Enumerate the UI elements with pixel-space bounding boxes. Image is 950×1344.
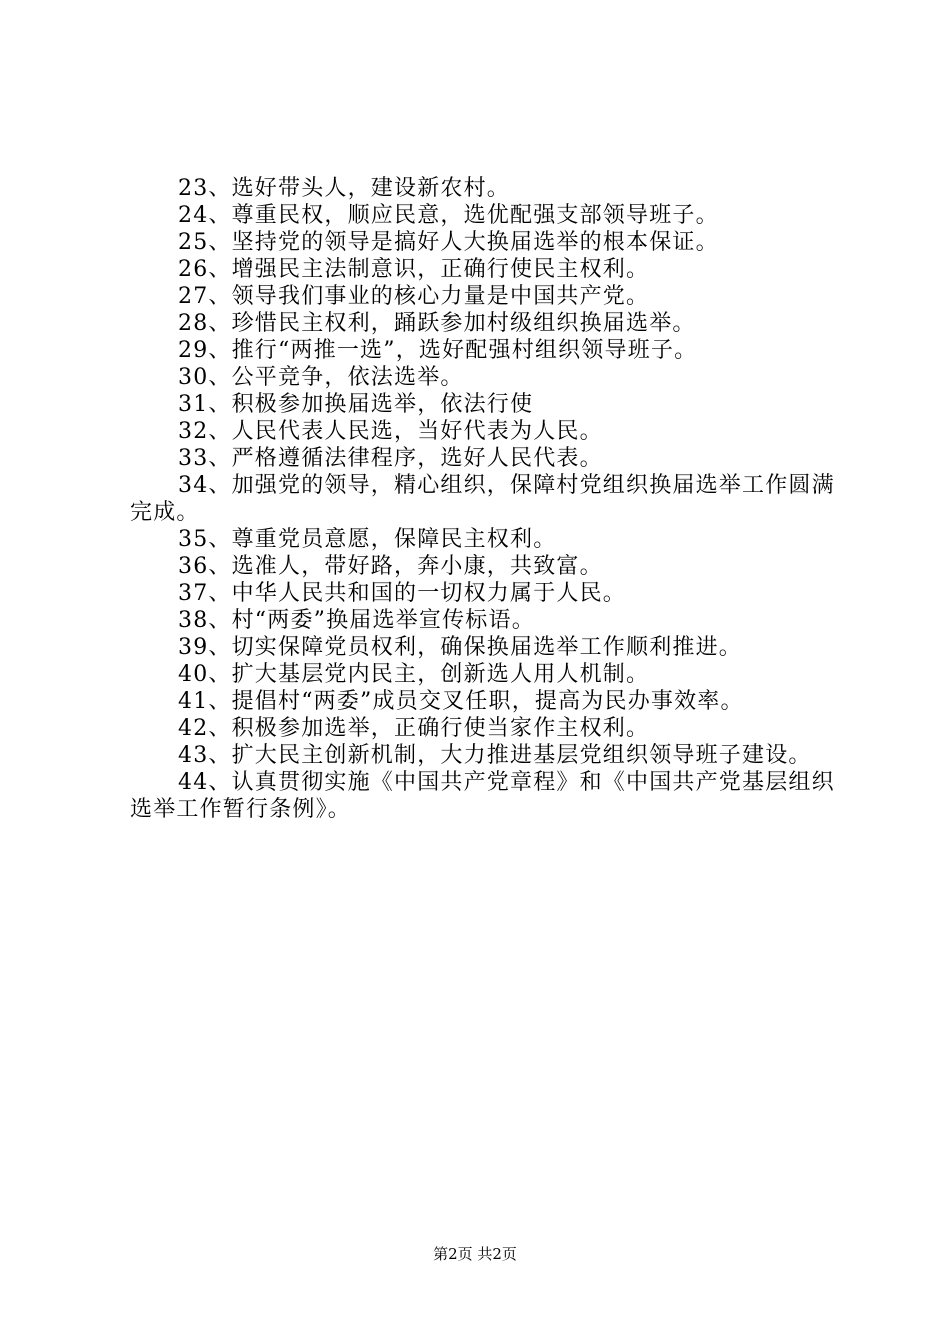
slogan-item: 27、领导我们事业的核心力量是中国共产党。: [178, 284, 650, 309]
slogan-item: 28、珍惜民主权利，踊跃参加村级组织换届选举。: [178, 311, 696, 336]
slogan-item: 30、公平竞争，依法选举。: [178, 365, 464, 390]
slogan-item: 35、尊重党员意愿，保障民主权利。: [178, 527, 557, 552]
slogan-item: 44、认真贯彻实施《中国共产党章程》和《中国共产党基层组织选举工作暂行条例》。: [130, 770, 835, 822]
slogan-item: 32、人民代表人民选，当好代表为人民。: [178, 419, 603, 444]
slogan-list: [130, 175, 835, 823]
page-footer: [0, 1244, 950, 1264]
slogan-item: 33、严格遵循法律程序，选好人民代表。: [178, 446, 603, 471]
slogan-item: 40、扩大基层党内民主，创新选人用人机制。: [178, 662, 650, 687]
slogan-item: 37、中华人民共和国的一切权力属于人民。: [178, 581, 626, 606]
slogan-item: 42、积极参加选举，正确行使当家作主权利。: [178, 716, 650, 741]
slogan-item: 38、村“两委”换届选举宣传标语。: [178, 608, 535, 633]
slogan-item: 39、切实保障党员权利，确保换届选举工作顺利推进。: [178, 635, 742, 660]
slogan-item: 36、选准人，带好路，奔小康，共致富。: [178, 554, 603, 579]
slogan-item: 34、加强党的领导，精心组织，保障村党组织换届选举工作圆满完成。: [130, 473, 835, 525]
slogan-item: 25、坚持党的领导是搞好人大换届选举的根本保证。: [178, 230, 719, 255]
page-number-label: 第2页 共2页: [433, 1245, 517, 1263]
slogan-item: 26、增强民主法制意识，正确行使民主权利。: [178, 257, 650, 282]
slogan-item: 23、选好带头人，建设新农村。: [178, 176, 510, 201]
slogan-item: 41、提倡村“两委”成员交叉任职，提高为民办事效率。: [178, 689, 744, 714]
slogan-item: 29、推行“两推一选”，选好配强村组织领导班子。: [178, 338, 698, 363]
slogan-item: 31、积极参加换届选举，依法行使: [178, 392, 534, 417]
slogan-item: 43、扩大民主创新机制，大力推进基层党组织领导班子建设。: [178, 743, 812, 768]
slogan-item: 24、尊重民权，顺应民意，选优配强支部领导班子。: [178, 203, 719, 228]
